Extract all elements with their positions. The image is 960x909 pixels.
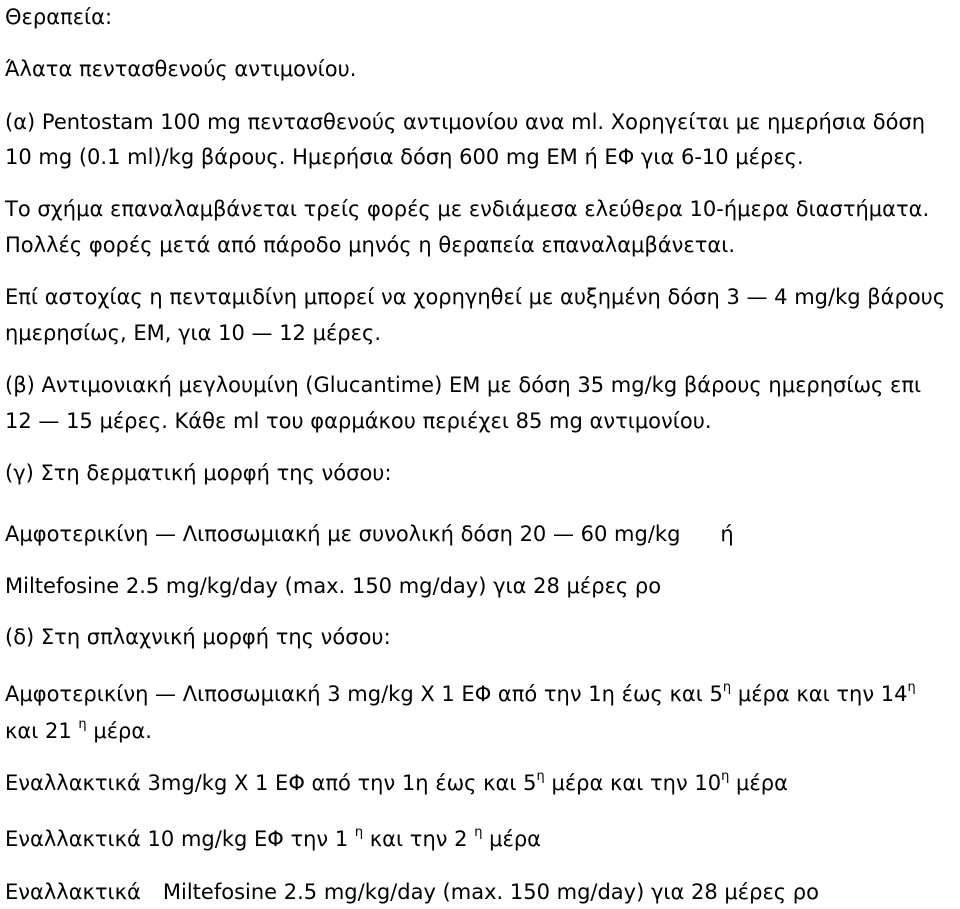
- subheading: Άλατα πεντασθενούς αντιμονίου.: [5, 57, 357, 81]
- amphotericin-text-b: μέρα και την 14: [731, 682, 908, 706]
- alternative-2-text-b: και την 2: [363, 827, 468, 851]
- para-a-line-2: 10 mg (0.1 ml)/kg βάρους. Ημερήσια δόση 600 mg ΕΜ ή ΕΦ για 6-10 μέρες.: [5, 145, 804, 169]
- para-c-option-2: Miltefosine 2.5 mg/kg/day (max. 150 mg/day) για 28 μέρες ρο: [5, 574, 662, 598]
- superscript-eta: η: [722, 680, 732, 695]
- alternative-1-text-c: μέρα: [729, 771, 788, 795]
- amphotericin-line-2: [5, 718, 152, 744]
- or-word: ή: [720, 522, 734, 546]
- alternative-1-text-b: μέρα και την 10: [544, 771, 722, 795]
- failure-line-1: Επί αστοχίας η πενταμιδίνη μπορεί να χορηγηθεί με αυξημένη δόση 3 — 4 mg/kg βάρους: [5, 285, 946, 309]
- alternative-3: [5, 879, 819, 905]
- alternative-1: [5, 770, 788, 796]
- superscript-eta: η: [536, 769, 545, 784]
- para-a-line-1: (α) Pentostam 100 mg πεντασθενούς αντιμονίου ανα ml. Χορηγείται με ημερήσια δόση: [5, 110, 926, 134]
- alternative-3-label: Εναλλακτικά: [5, 880, 141, 904]
- para-d-title: (δ) Στη σπλαχνική μορφή της νόσου:: [5, 625, 391, 649]
- page-heading: Θεραπεία:: [5, 5, 113, 29]
- para-c-option-1: [5, 521, 734, 547]
- alternative-3-text: Miltefosine 2.5 mg/kg/day (max. 150 mg/day) για 28 μέρες ρο: [162, 880, 819, 904]
- superscript-eta: η: [907, 680, 916, 695]
- amphotericin-text-d: μέρα.: [86, 719, 152, 743]
- alternative-2: [5, 826, 541, 852]
- amphotericin-text-c: και 21: [5, 719, 72, 743]
- amphotericin-text-a: Αμφοτερικίνη — Λιποσωμιακή 3 mg/kg Χ 1 ΕΦ από την 1η έως και 5: [5, 682, 723, 706]
- superscript-eta: η: [721, 769, 730, 784]
- failure-line-2: ημερησίως, ΕΜ, για 10 — 12 μέρες.: [5, 321, 381, 345]
- option-1-text: Αμφοτερικίνη — Λιποσωμιακή με συνολική δόση 20 — 60 mg/kg: [5, 522, 681, 546]
- superscript-eta: η: [474, 825, 483, 840]
- superscript-eta: η: [78, 717, 87, 732]
- alternative-2-text-c: μέρα: [482, 827, 542, 851]
- para-b-line-1: (β) Αντιμονιακή μεγλουμίνη (Glucantime) ΕΜ με δόση 35 mg/kg βάρους ημερησίως επι: [5, 373, 922, 397]
- alternative-2-text-a: Εναλλακτικά 10 mg/kg ΕΦ την 1: [5, 827, 349, 851]
- superscript-eta: η: [354, 825, 364, 840]
- schedule-line-1: Το σχήμα επαναλαμβάνεται τρείς φορές με ενδιάμεσα ελεύθερα 10-ήμερα διαστήματα.: [5, 197, 930, 221]
- schedule-line-2: Πολλές φορές μετά από πάροδο μηνός η θεραπεία επαναλαμβάνεται.: [5, 233, 736, 257]
- para-b-line-2: 12 — 15 μέρες. Κάθε ml του φαρμάκου περιέχει 85 mg αντιμονίου.: [5, 409, 712, 433]
- alternative-1-text-a: Εναλλακτικά 3mg/kg Χ 1 ΕΦ από την 1η έως και 5: [5, 771, 537, 795]
- para-c-title: (γ) Στη δερματική μορφή της νόσου:: [5, 461, 392, 485]
- amphotericin-line-1: [5, 681, 916, 707]
